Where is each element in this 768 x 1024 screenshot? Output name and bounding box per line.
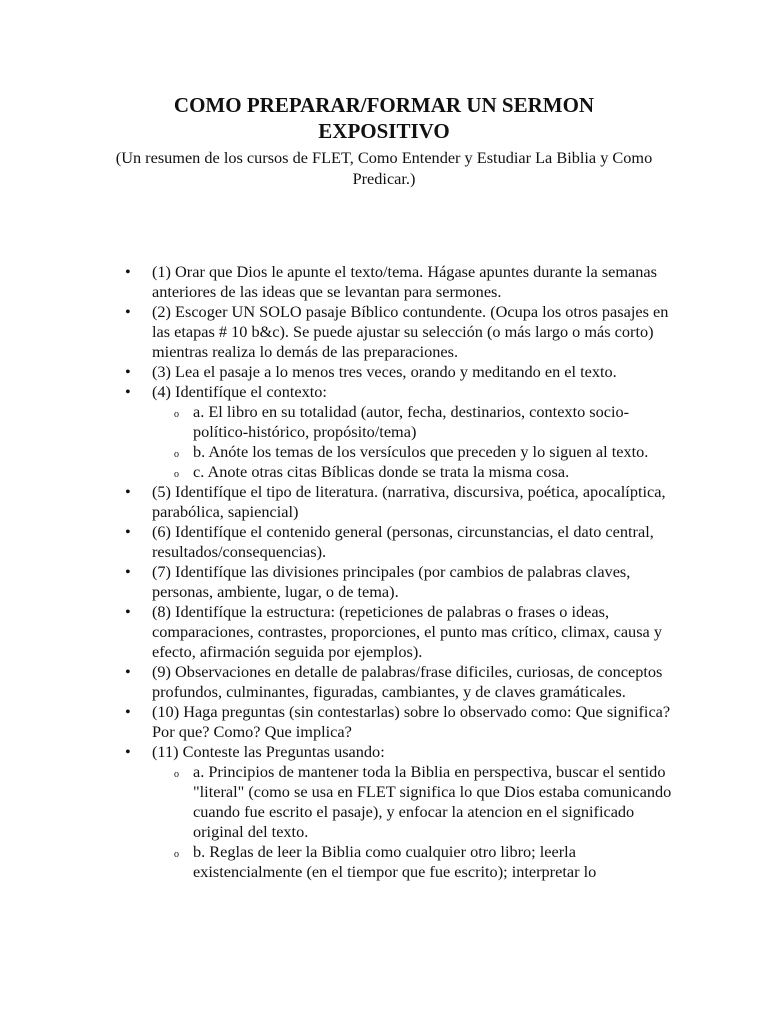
list-item-text: (9) Observaciones en detalle de palabras/frase dificiles, curiosas, de conceptos profundos, culminantes, figuradas, cambiantes, y de claves gramáticales.: [152, 662, 663, 701]
sub-list-item: [193, 402, 672, 442]
list-item-text: (3) Lea el pasaje a lo menos tres veces, orando y meditando en el texto.: [152, 362, 617, 381]
sub-list-item-text: b. Anóte los temas de los versículos que preceden y lo siguen al texto.: [193, 442, 649, 461]
list-item-text: (5) Identifíque el tipo de literatura. (narrativa, discursiva, poética, apocalíptica, parabólica, sapiencial): [152, 482, 666, 521]
list-item: [152, 362, 672, 382]
list-item: [152, 482, 672, 522]
context-sublist: [152, 402, 672, 482]
list-item: [152, 382, 672, 482]
steps-list: [152, 262, 672, 882]
list-item-text: (2) Escoger UN SOLO pasaje Bíblico contundente. (Ocupa los otros pasajes en las etapas # 10 b&c). Se puede ajustar su selección (o más largo o más corto) mientras realiza lo demás de las preparaciones.: [152, 302, 669, 361]
list-item-text: (4) Identifíque el contexto:: [152, 382, 327, 401]
sub-list-item: [193, 842, 672, 882]
sub-list-item: [193, 442, 672, 462]
answers-sublist: [152, 762, 672, 882]
sub-list-item-text: b. Reglas de leer la Biblia como cualquier otro libro; leerla existencialmente (en el tiempor que fue escrito); interpretar lo: [193, 842, 597, 881]
list-item: [152, 602, 672, 662]
sub-list-item-text: a. Principios de mantener toda la Biblia en perspectiva, buscar el sentido "literal" (como se usa en FLET significa lo que Dios estaba comunicando cuando fue escrito el pasaje), y enfocar la atencion en el significado original del texto.: [193, 762, 672, 841]
list-item: [152, 702, 672, 742]
list-item: [152, 262, 672, 302]
sub-list-item: [193, 462, 672, 482]
list-item: [152, 522, 672, 562]
title-line-2: EXPOSITIVO: [318, 119, 450, 143]
list-item: [152, 302, 672, 362]
title-line-1: COMO PREPARAR/FORMAR UN SERMON: [173, 93, 595, 117]
list-item: [152, 562, 672, 602]
list-item-text: (8) Identifíque la estructura: (repeticiones de palabras o frases o ideas, comparaciones, contrastes, proporciones, el punto mas crítico, climax, causa y efecto, afirmación seguida por ejemplos).: [152, 602, 662, 661]
list-item-text: (7) Identifíque las divisiones principales (por cambios de palabras claves, personas, ambiente, lugar, o de tema).: [152, 562, 631, 601]
sub-list-item-text: c. Anote otras citas Bíblicas donde se trata la misma cosa.: [193, 462, 570, 481]
list-item-text: (6) Identifíque el contenido general (personas, circunstancias, el dato central, resultados/consequencias).: [152, 522, 654, 561]
list-item-text: (1) Orar que Dios le apunte el texto/tema. Hágase apuntes durante la semanas anteriores de las ideas que se levantan para sermones.: [152, 262, 657, 301]
page-subtitle: (Un resumen de los cursos de FLET, Como Entender y Estudiar La Biblia y Como Predicar.): [115, 148, 653, 188]
list-item: [152, 662, 672, 702]
sub-list-item-text: a. El libro en su totalidad (autor, fecha, destinarios, contexto socio-político-histórico, propósito/tema): [193, 402, 630, 441]
page-title: [0, 92, 768, 144]
list-item: [152, 742, 672, 882]
list-item-text: (11) Conteste las Preguntas usando:: [152, 742, 385, 761]
list-item-text: (10) Haga preguntas (sin contestarlas) sobre lo observado como: Que significa? Por que? Como? Que implica?: [152, 702, 671, 741]
sub-list-item: [193, 762, 672, 842]
